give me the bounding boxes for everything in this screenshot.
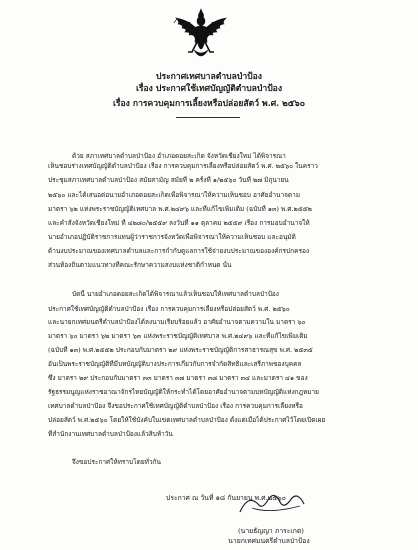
paragraph-2-line: และนายกเทศมนตรีตำบลป่าป้องได้ลงนามเรียบร้อยแล้ว อาศัยอำนาจตามความใน มาตรา ๖๐: [48, 318, 306, 326]
announcement-subject: เรื่อง ประกาศใช้เทศบัญญัติตำบลป่าป้อง: [135, 84, 283, 94]
signatory-title: นายกเทศมนตรีตำบลป่าป้อง: [228, 537, 310, 545]
paragraph-1-line: ประชุมสภาเทศบาลตำบลป่าป้อง สมัยสามัญ สมัยที่ ๒ ครั้งที่ ๑/๒๕๖๐ วันที่ ๒๗ มิถุนายน: [48, 176, 289, 184]
announcement-issuer: ประกาศเทศบาลตำบลป่าป้อง: [156, 72, 262, 82]
handwritten-signature: [200, 486, 340, 520]
paragraph-2-line: ที่สำนักงานเทศบาลตำบลป่าป้องแล้วสิบห้าวัน: [48, 430, 173, 438]
paragraph-2-line: ประกาศใช้เทศบัญญัติตำบลป่าป้อง เรื่อง การควบคุมการเลี้ยงหรือปล่อยสัตว์ พ.ศ. ๒๕๖๐: [48, 305, 290, 313]
announcement-date: ประกาศ ณ วันที่ ๑๘ กันยายน พ.ศ.๒๕๖๐: [166, 494, 286, 502]
paragraph-2-line: รัฐธรรมนูญแห่งราชอาณาจักรไทยบัญญัติให้กระทำได้โดยอาศัยอำนาจตามบทบัญญัติแห่งกฎหมาย: [48, 388, 319, 396]
garuda-emblem-icon: [170, 6, 232, 68]
paragraph-2-line: ปล่อยสัตว์ พ.ศ.๒๕๖๐ โดยให้ใช้บังคับในเขตเทศบาลตำบลป่าป้อง ตั้งแต่เมื่อได้ประกาศไว้โดยเปิดเผย: [48, 416, 326, 424]
announce-closing: จึงขอประกาศให้ทราบโดยทั่วกัน: [72, 458, 161, 466]
paragraph-2-line: (ฉบับที่ ๑๓) พ.ศ.๒๕๕๒ ประกอบกับมาตรา ๒๙ แห่งพระราชบัญญัติการสาธารณสุข พ.ศ. ๒๕๓๕: [48, 346, 313, 354]
paragraph-2-line: ซึ่ง มาตรา ๒๙ ประกอบกับมาตรา ๓๓ มาตรา ๓๗ มาตรา ๓๘ มาตรา ๓๔ และมาตรา ๔๑ ของ: [48, 374, 308, 382]
paragraph-1-line: เห็นชอบร่างเทศบัญญัติตำบลป่าป้อง เรื่อง การควบคุมการเลี้ยงหรือปล่อยสัตว์ พ.ศ. ๒๕๖๐ ในคราว: [48, 162, 318, 170]
paragraph-2-line: บัดนี้ นายอำเภอดอยสะเก็ดได้พิจารณาแล้วเห็นชอบให้เทศบาลตำบลป่าป้อง: [72, 290, 279, 298]
paragraph-1-line: ด้านงบประมาณของเทศบาลตำบลและการกำกับดูแลการใช้จ่ายงบประมาณขององค์กรปกครอง: [48, 247, 310, 255]
paragraph-1-line: และคำสั่งจังหวัดเชียงใหม่ ที่ ๔๒๘๐/๒๕๕๙ ลงวันที่ ๑๑ ตุลาคม ๒๕๕๙ เรื่อง การมอบอำนาจให้: [48, 219, 310, 227]
announcement-topic: เรื่อง การควบคุมการเลี้ยงหรือปล่อยสัตว์ พ.ศ. ๒๕๖๐: [112, 99, 306, 109]
paragraph-1-line: ๒๕๖๐ และได้เสนอต่อนายอำเภอดอยสะเก็ดเพื่อพิจารณาให้ความเห็นชอบ อาศัยอำนาจตาม: [48, 191, 301, 199]
paragraph-1-line: ส่วนท้องถิ่นตามแนวทางที่คณะรักษาความสงบแห่งชาติกำหนด นั้น: [48, 261, 232, 269]
paragraph-1-line: มาตรา ๖๒ แห่งพระราชบัญญัติเทศบาล พ.ศ.๒๔๙๖ และที่แก้ไขเพิ่มเติม (ฉบับที่ ๑๓) พ.ศ.๒๕๕๒: [48, 205, 312, 213]
paragraph-2-line: มาตรา ๖๐ มาตรา ๖๒ มาตรา ๖๓ แห่งพระราชบัญญัติเทศบาล พ.ศ.๒๔๙๖ และที่แก้ไขเพิ่มเติม: [48, 332, 308, 340]
header-divider: [176, 117, 240, 118]
paragraph-2-line: เทศบาลตำบลป่าป้อง จึงขอประกาศใช้เทศบัญญัติตำบลป่าป้อง เรื่อง การควบคุมการเลี้ยงหรือ: [48, 402, 303, 410]
signatory-name: (นายธัญญา ภาระเกต): [238, 527, 304, 535]
paragraph-1-line: นายอำเภอปฏิบัติราชการแทนผู้ว่าราชการจังหวัดเพื่อพิจารณาให้ความเห็นชอบ และอนุมัติ: [48, 233, 296, 241]
paragraph-1-line: ด้วย สภาเทศบาลตำบลป่าป้อง อำเภอดอยสะเก็ด จังหวัดเชียงใหม่ ได้พิจารณา: [72, 152, 286, 160]
paragraph-2-line: อันเป็นพระราชบัญญัติที่มีบทบัญญัติบางประการเกี่ยวกับการจำกัดสิทธิและเสรีภาพของบุคคล: [48, 360, 302, 368]
